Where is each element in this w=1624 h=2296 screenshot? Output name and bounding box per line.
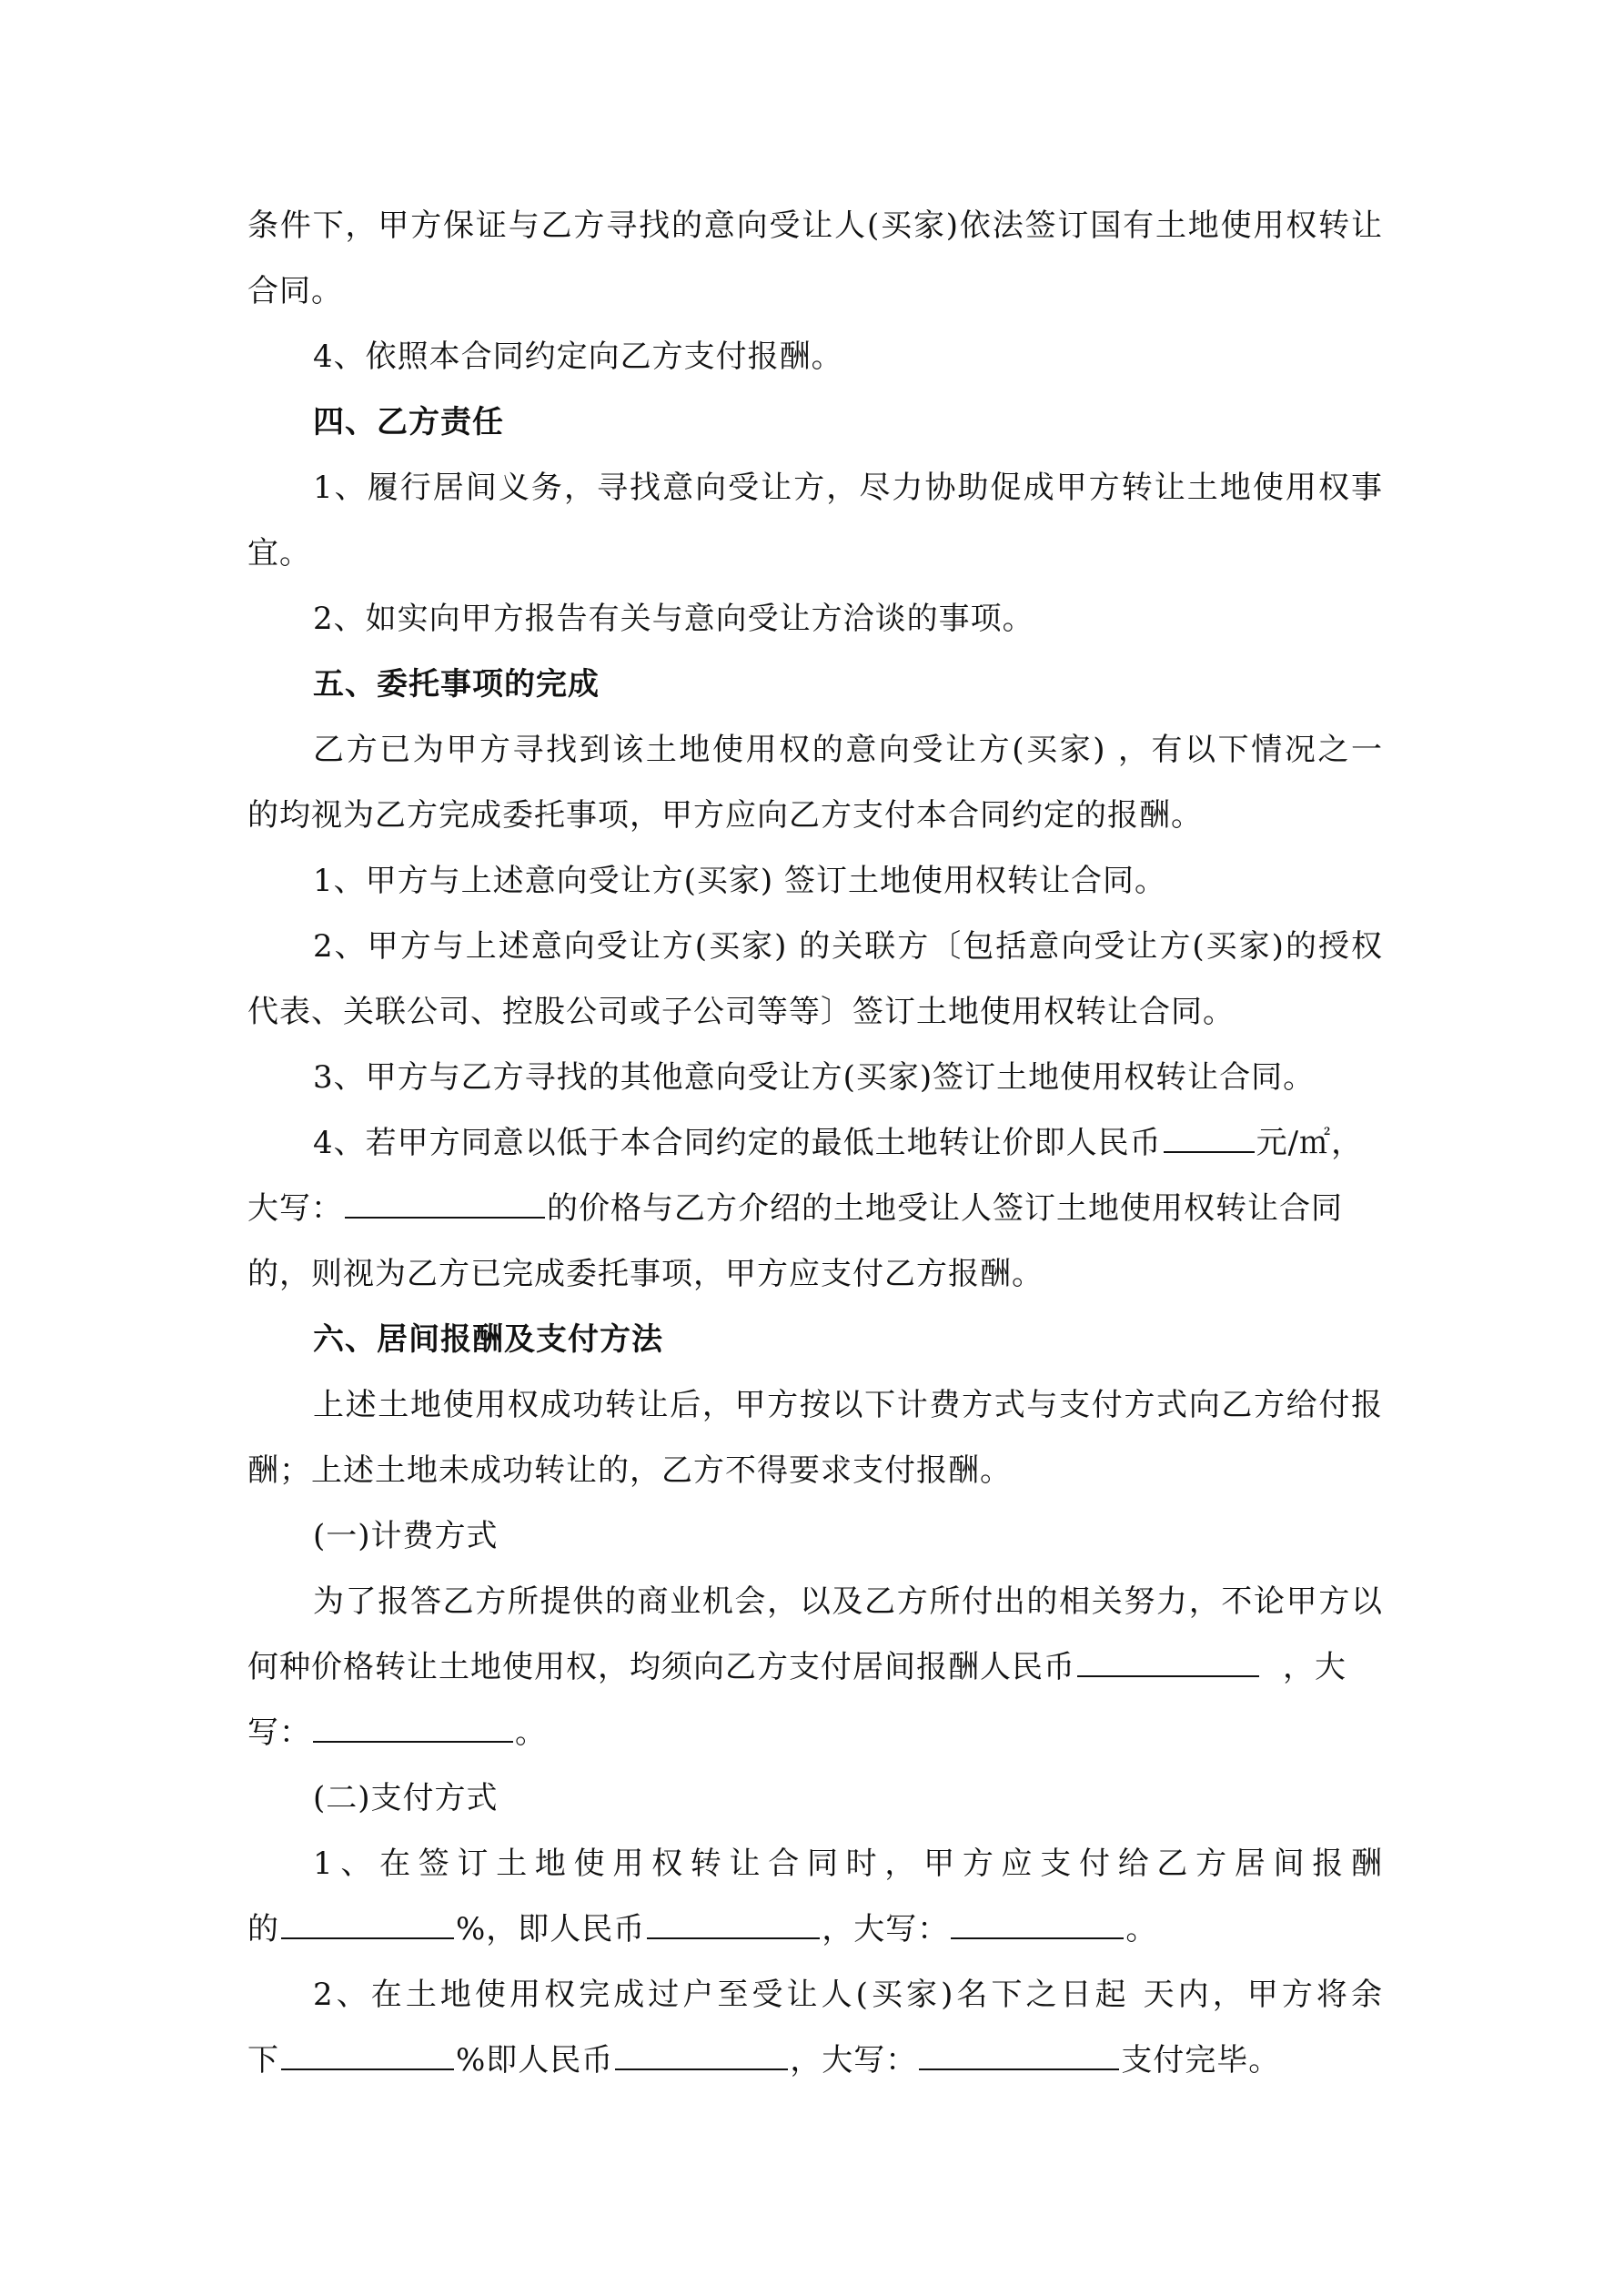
text-line: 条件下，甲方保证与乙方寻找的意向受让人(买家)依法签订国有土地使用权转让 [247, 207, 1383, 244]
amount-blank[interactable] [615, 2041, 788, 2070]
clause-item: 3、甲方与乙方寻找的其他意向受让方(买家)签订土地使用权转让合同。 [313, 1059, 1316, 1096]
text-segment: 写： [247, 1714, 311, 1751]
paragraph-line: 为了报答乙方所提供的商业机会，以及乙方所付出的相关努力，不论甲方以 [313, 1583, 1383, 1620]
text-line [247, 1700, 1383, 1765]
clause-item: 2、如实向甲方报告有关与意向受让方洽谈的事项。 [313, 601, 1034, 637]
text-line: 合同。 [247, 273, 343, 309]
text-line [247, 2028, 1383, 2093]
text-line: 的，则视为乙方已完成委托事项，甲方应支付乙方报酬。 [247, 1256, 1044, 1292]
text-segment: 何种价格转让土地使用权，均须向乙方支付居间报酬人民币 [247, 1649, 1075, 1685]
text-line: 宜。 [247, 535, 311, 571]
section-heading-fee-payment: 六、居间报酬及支付方法 [313, 1321, 663, 1358]
price-blank[interactable] [1164, 1124, 1255, 1153]
subsection-heading: (一)计费方式 [313, 1518, 499, 1554]
clause-item: 2、甲方与上述意向受让方(买家) 的关联方〔包括意向受让方(买家)的授权 [313, 928, 1383, 965]
contract-page [247, 193, 1383, 2093]
price-words-blank[interactable] [345, 1189, 545, 1219]
percent-blank[interactable] [281, 1910, 454, 1939]
text-segment: ，大写： [822, 1911, 950, 1947]
text-segment: 下 [247, 2042, 279, 2079]
clause-item: 4、依照本合同约定向乙方支付报酬。 [313, 339, 843, 375]
text-segment: 。 [1125, 1911, 1158, 1947]
amount-words-blank[interactable] [919, 2041, 1119, 2070]
clause-item-price [247, 1110, 1383, 1176]
section-heading-completion: 五、委托事项的完成 [313, 666, 600, 703]
text-segment: %即人民币 [456, 2042, 614, 2079]
amount-blank[interactable] [647, 1910, 820, 1939]
text-line [247, 1176, 1383, 1241]
text-segment: %，即人民币 [456, 1911, 646, 1947]
text-line: 的均视为乙方完成委托事项，甲方应向乙方支付本合同约定的报酬。 [247, 797, 1203, 834]
text-line: 代表、关联公司、控股公司或子公司等等〕签订土地使用权转让合同。 [247, 994, 1235, 1030]
clause-item: 1、在签订土地使用权转让合同时，甲方应支付给乙方居间报酬 [313, 1846, 1383, 1882]
fee-words-blank[interactable] [313, 1714, 513, 1743]
text-segment: 4、若甲方同意以低于本合同约定的最低土地转让价即人民币 [313, 1125, 1162, 1161]
text-line: 酬；上述土地未成功转让的，乙方不得要求支付报酬。 [247, 1452, 1012, 1489]
clause-item: 1、履行居间义务，寻找意向受让方，尽力协助促成甲方转让土地使用权事 [313, 470, 1383, 506]
fee-blank[interactable] [1077, 1648, 1259, 1677]
percent-blank[interactable] [281, 2041, 454, 2070]
clause-item: 1、甲方与上述意向受让方(买家) 签订土地使用权转让合同。 [313, 863, 1166, 899]
clause-item: 2、在土地使用权完成过户至受让人(买家)名下之日起 天内，甲方将余 [313, 1977, 1383, 2013]
text-segment: 元/㎡， [1256, 1125, 1364, 1161]
section-heading-party-b-duties: 四、乙方责任 [313, 404, 504, 440]
text-segment: ，大 [1283, 1649, 1347, 1685]
text-segment: 。 [515, 1714, 547, 1751]
text-segment: 的价格与乙方介绍的土地受让人签订土地使用权转让合同 [547, 1190, 1343, 1227]
text-segment: ，大写： [790, 2042, 918, 2079]
amount-words-blank[interactable] [951, 1910, 1124, 1939]
subsection-heading: (二)支付方式 [313, 1780, 499, 1816]
text-line [247, 1634, 1383, 1700]
text-segment: 的 [247, 1911, 279, 1947]
text-line [247, 1896, 1383, 1962]
paragraph-line: 乙方已为甲方寻找到该土地使用权的意向受让方(买家) ，有以下情况之一 [313, 732, 1383, 768]
text-segment: 支付完毕。 [1121, 2042, 1281, 2079]
paragraph-line: 上述土地使用权成功转让后，甲方按以下计费方式与支付方式向乙方给付报 [313, 1387, 1383, 1423]
text-segment: 大写： [247, 1190, 343, 1227]
